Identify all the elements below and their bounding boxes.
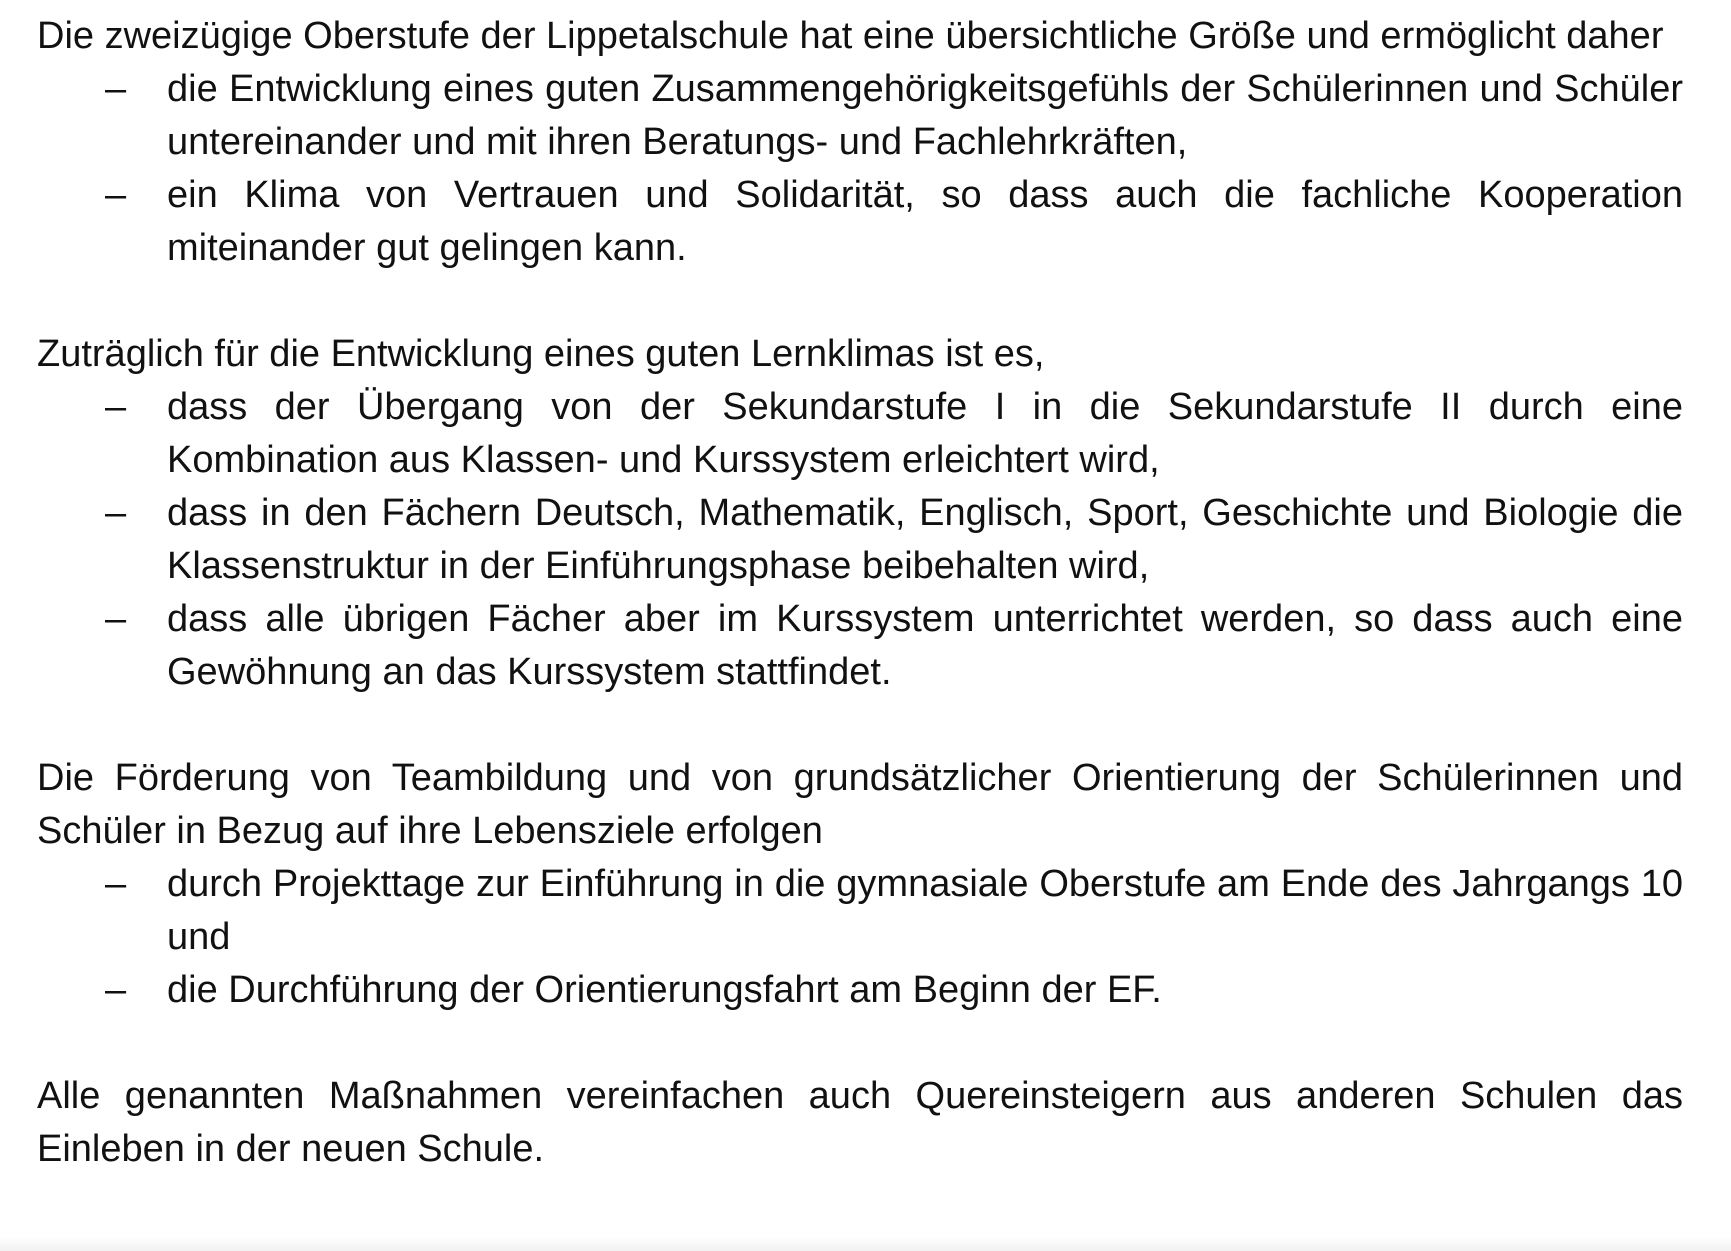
list-item (37, 381, 1683, 487)
bullet-list (37, 63, 1683, 275)
paragraph-closing: Alle genannten Maßnahmen vereinfachen auch Quereinsteigern aus anderen Schulen das Einleben in der neuen Schule. (37, 1075, 1683, 1170)
section-1 (37, 10, 1683, 275)
section-4 (37, 1070, 1683, 1176)
document-page (37, 10, 1683, 1176)
list-item-text: dass der Übergang von der Sekundarstufe I in die Sekundarstufe II durch eine Kombination aus Klassen- und Kurssystem erleichtert wird, (167, 386, 1683, 481)
dash-bullet-icon: – (105, 68, 127, 110)
list-item (37, 487, 1683, 593)
bullet-list (37, 381, 1683, 699)
list-item-text: dass in den Fächern Deutsch, Mathematik, Englisch, Sport, Geschichte und Biologie die Klassenstruktur in der Einführungsphase beibehalten wird, (167, 492, 1683, 587)
dash-bullet-icon: – (105, 969, 127, 1011)
paragraph-intro: Zuträglich für die Entwicklung eines guten Lernklimas ist es, (37, 333, 1045, 375)
list-item-text: die Entwicklung eines guten Zusammengehörigkeitsgefühls der Schülerinnen und Schüler untereinander und mit ihren Beratungs- und Fachlehrkräften, (167, 68, 1683, 163)
dash-bullet-icon: – (105, 598, 127, 640)
list-item-text: dass alle übrigen Fächer aber im Kurssystem unterrichtet werden, so dass auch eine Gewöhnung an das Kurssystem stattfindet. (167, 598, 1683, 693)
paragraph-intro: Die Förderung von Teambildung und von grundsätzlicher Orientierung der Schülerinnen und Schüler in Bezug auf ihre Lebensziele erfolgen (37, 757, 1683, 852)
list-item (37, 593, 1683, 699)
dash-bullet-icon: – (105, 386, 127, 428)
dash-bullet-icon: – (105, 492, 127, 534)
section-2 (37, 328, 1683, 699)
list-item (37, 964, 1683, 1017)
paragraph-intro: Die zweizügige Oberstufe der Lippetalschule hat eine übersichtliche Größe und ermöglicht daher (37, 15, 1664, 57)
list-item (37, 63, 1683, 169)
page-bottom-shadow (0, 1237, 1731, 1251)
list-item (37, 858, 1683, 964)
bullet-list (37, 858, 1683, 1017)
list-item-text: ein Klima von Vertrauen und Solidarität, so dass auch die fachliche Kooperation miteinander gut gelingen kann. (167, 174, 1683, 269)
section-3 (37, 752, 1683, 1017)
dash-bullet-icon: – (105, 174, 127, 216)
dash-bullet-icon: – (105, 863, 127, 905)
list-item (37, 169, 1683, 275)
list-item-text: durch Projekttage zur Einführung in die gymnasiale Oberstufe am Ende des Jahrgangs 10 und (167, 863, 1683, 958)
list-item-text: die Durchführung der Orientierungsfahrt am Beginn der EF. (167, 969, 1162, 1011)
